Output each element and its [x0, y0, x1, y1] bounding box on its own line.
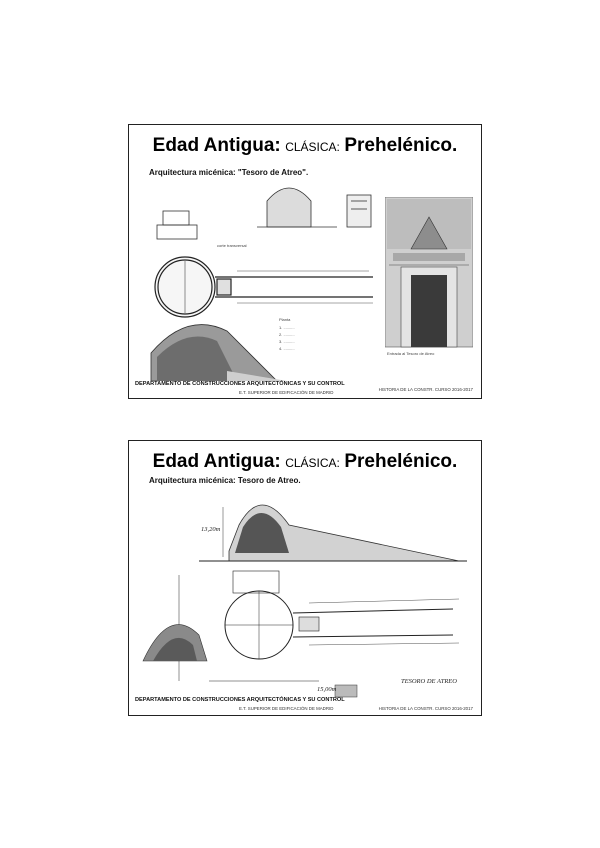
- tomb-plan-section-drawing: [147, 181, 379, 381]
- footer-school: E.T. SUPERIOR DE EDIFICACIÓN DE MADRID: [239, 706, 334, 711]
- svg-text:Planta: Planta: [279, 317, 291, 322]
- footer-department: DEPARTAMENTO DE CONSTRUCCIONES ARQUITECTÓNICAS Y SU CONTROL: [135, 697, 345, 703]
- title-clasica: CLÁSICA:: [285, 456, 340, 470]
- tomb-detailed-drawing: [139, 485, 475, 699]
- slide-title: [129, 135, 481, 157]
- slide-title: [129, 451, 481, 473]
- tomb-entrance-photo: [385, 197, 473, 357]
- slide-1: [128, 124, 482, 399]
- title-main: Edad Antigua:: [152, 135, 281, 156]
- footer-course: HISTORIA DE LA CONSTR. CURSO 2016-2017: [378, 706, 473, 711]
- svg-text:Entrada al Tesoro de Atreo: Entrada al Tesoro de Atreo: [387, 351, 435, 356]
- dimension-label: 15,00m: [317, 686, 337, 693]
- svg-text:1. ..........: 1. ..........: [279, 325, 295, 330]
- footer-school: E.T. SUPERIOR DE EDIFICACIÓN DE MADRID: [239, 390, 334, 395]
- footer-course: HISTORIA DE LA CONSTR. CURSO 2016-2017: [378, 387, 473, 392]
- slide-subtitle: Arquitectura micénica: "Tesoro de Atreo".: [149, 168, 309, 177]
- svg-text:4. ..........: 4. ..........: [279, 346, 295, 351]
- footer-department: DEPARTAMENTO DE CONSTRUCCIONES ARQUITECTÓNICAS Y SU CONTROL: [135, 381, 345, 387]
- svg-text:2. ..........: 2. ..........: [279, 332, 295, 337]
- slide-subtitle: Arquitectura micénica: Tesoro de Atreo.: [149, 476, 301, 485]
- title-clasica: CLÁSICA:: [285, 140, 340, 154]
- title-main: Edad Antigua:: [152, 451, 281, 472]
- drawing-caption: TESORO DE ATREO: [401, 678, 457, 685]
- title-period: Prehelénico.: [344, 451, 458, 472]
- slide-2: [128, 440, 482, 716]
- height-label: 13,20m: [201, 526, 221, 533]
- svg-text:3. ..........: 3. ..........: [279, 339, 295, 344]
- title-period: Prehelénico.: [344, 135, 458, 156]
- svg-text:corte transversal: corte transversal: [217, 243, 247, 248]
